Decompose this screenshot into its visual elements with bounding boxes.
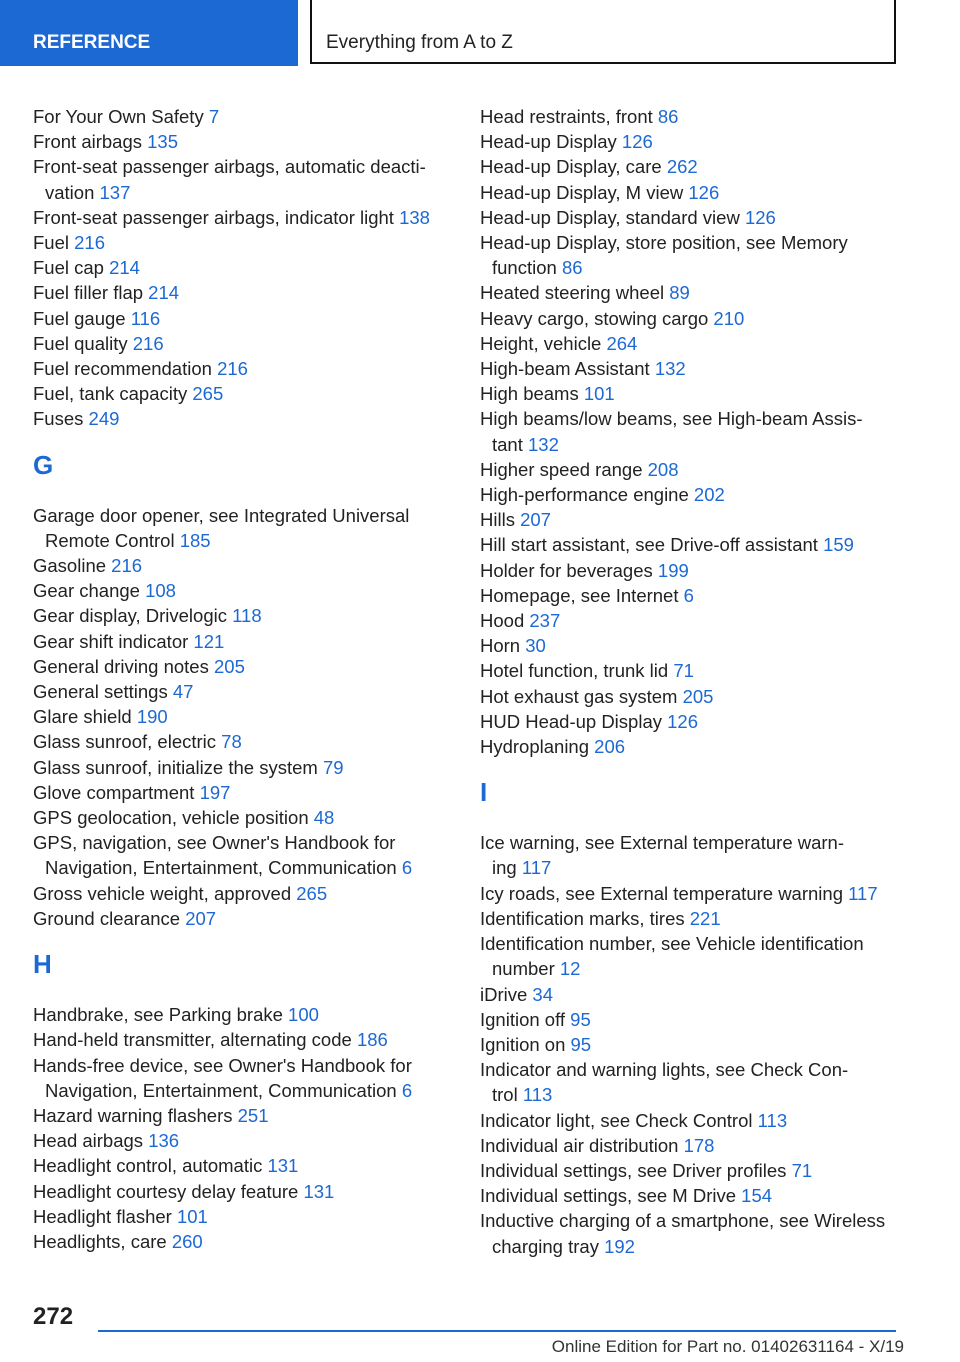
index-entry (33, 1027, 453, 1052)
page-reference-link[interactable]: 78 (221, 731, 242, 753)
index-entry-text: Ground clearance (33, 907, 181, 929)
index-entry (33, 1229, 453, 1254)
index-entry (33, 553, 453, 578)
index-entry (33, 578, 453, 603)
index-entry-text: Identification marks, tires (480, 907, 685, 929)
page-reference-link[interactable]: 6 (683, 584, 694, 606)
page-reference-link[interactable]: 207 (185, 907, 217, 929)
index-entry-text: High-beam Assistant (480, 358, 650, 380)
page-reference-link[interactable]: 131 (303, 1180, 335, 1202)
page-reference-link[interactable]: 30 (525, 635, 546, 657)
page-reference-link[interactable]: 207 (520, 509, 551, 531)
index-entry (33, 280, 453, 305)
index-entry-text: Gasoline (33, 555, 107, 577)
index-entry-text: Ice warning, see External temperature warn- (480, 832, 845, 854)
header-title: Everything from A to Z (310, 0, 896, 64)
index-entry (33, 1204, 453, 1229)
page-reference-link[interactable]: 214 (109, 257, 140, 279)
page-reference-link[interactable]: 117 (848, 882, 878, 904)
index-entry (480, 205, 900, 230)
page-reference-link[interactable]: 260 (171, 1230, 203, 1252)
page-reference-link[interactable]: 264 (606, 332, 638, 354)
index-entry-text: Head-up Display, standard view (480, 206, 740, 228)
index-entry (480, 306, 900, 331)
index-entry-text: Higher speed range (480, 458, 643, 480)
page-reference-link[interactable]: 132 (528, 433, 559, 455)
index-entry (480, 507, 900, 532)
index-entry (480, 881, 900, 906)
index-entry-text: Hazard warning flashers (33, 1104, 233, 1126)
index-entry-text: Front-seat passenger airbags, indicator light (33, 206, 394, 228)
index-entry-continuation: charging tray (492, 1235, 599, 1257)
index-entry (480, 558, 900, 583)
index-entry-text: Hand-held transmitter, alternating code (33, 1029, 352, 1051)
index-entry (33, 205, 453, 230)
index-entry (480, 129, 900, 154)
index-entry-text: Head-up Display (480, 131, 617, 153)
page-reference-link[interactable]: 7 (208, 106, 220, 127)
page-reference-link[interactable]: 126 (688, 181, 720, 203)
index-entry (480, 356, 900, 381)
page-reference-link[interactable]: 47 (172, 681, 194, 703)
index-entry (480, 633, 900, 658)
index-entry (480, 180, 900, 205)
index-entry (33, 104, 453, 129)
page-header (0, 0, 960, 66)
index-entry (480, 982, 900, 1007)
index-entry-continuation: number (492, 958, 555, 980)
index-entry (33, 755, 453, 780)
index-entry (33, 881, 453, 906)
page-reference-link[interactable]: 205 (682, 685, 714, 707)
index-entry (33, 805, 453, 830)
page-reference-link[interactable]: 185 (179, 529, 211, 551)
page-reference-link[interactable]: 6 (401, 857, 413, 879)
index-entry-text: Homepage, see Internet (480, 584, 679, 606)
index-entry-text: Hands-free device, see Owner's Handbook for (33, 1054, 412, 1076)
index-entry-text: Hot exhaust gas system (480, 685, 678, 707)
page-reference-link[interactable]: 205 (214, 655, 245, 677)
index-entry-text: Ignition on (480, 1033, 566, 1055)
index-entry-text: Glove compartment (33, 781, 195, 803)
index-entry-text: For Your Own Safety (33, 106, 204, 127)
page-reference-link[interactable]: 251 (237, 1104, 269, 1126)
index-entry-text: Individual air distribution (480, 1134, 679, 1156)
page-reference-link[interactable]: 192 (604, 1235, 635, 1257)
index-entry-text: Indicator and warning lights, see Check Con- (480, 1059, 849, 1081)
page-reference-link[interactable]: 186 (356, 1029, 388, 1051)
index-entry-text: Head-up Display, M view (480, 181, 684, 203)
index-entry-text: High beams (480, 383, 579, 405)
index-entry-text: iDrive (480, 983, 528, 1005)
index-entry-continuation: ing (492, 857, 517, 879)
index-entry-text: Gear display, Drivelogic (33, 605, 227, 627)
index-entry (480, 608, 900, 633)
index-entry (480, 1007, 900, 1032)
page-reference-link[interactable]: 138 (399, 206, 430, 228)
index-letter-heading: I (480, 777, 488, 808)
index-entry (480, 406, 900, 456)
index-entry (480, 331, 900, 356)
index-letter-heading: G (33, 449, 54, 480)
page-reference-link[interactable]: 118 (232, 605, 262, 627)
page-reference-link[interactable]: 216 (132, 332, 164, 354)
index-entry-text: HUD Head-up Display (480, 710, 662, 732)
index-entry-text: Gear shift indicator (33, 630, 189, 652)
page-reference-link[interactable]: 101 (583, 383, 615, 405)
index-entry-text: Individual settings, see Driver profiles (480, 1159, 787, 1181)
index-entry (33, 679, 453, 704)
page-reference-link[interactable]: 79 (322, 756, 344, 778)
index-entry-continuation: trol (492, 1084, 518, 1106)
index-entry-text: Fuel filler flap (33, 282, 144, 304)
index-entry (33, 381, 453, 406)
index-entry-text: Hydroplaning (480, 736, 590, 758)
index-entry-continuation: tant (492, 433, 523, 455)
index-entry-text: Fuel recommendation (33, 358, 212, 380)
index-entry (480, 906, 900, 931)
page-reference-link[interactable]: 137 (99, 181, 131, 203)
index-entry (33, 306, 453, 331)
index-entry-text: Glass sunroof, initialize the system (33, 756, 318, 778)
index-entry-text: Headlight flasher (33, 1205, 172, 1227)
index-entry-text: General settings (33, 681, 168, 703)
index-entry-text: Ignition off (480, 1008, 566, 1030)
index-entry-text: Glare shield (33, 706, 132, 728)
page-reference-link[interactable]: 210 (713, 307, 745, 329)
page-reference-link[interactable]: 113 (757, 1109, 788, 1131)
index-entry-text: Front-seat passenger airbags, automatic deacti- (33, 156, 426, 178)
index-entry (480, 457, 900, 482)
index-entry-continuation: Navigation, Entertainment, Communication (45, 857, 397, 879)
index-entry (33, 906, 453, 931)
index-entry (33, 503, 453, 553)
page-reference-link[interactable]: 214 (148, 282, 180, 304)
index-entry (33, 129, 453, 154)
index-entry-text: Icy roads, see External temperature warning (480, 882, 843, 904)
index-entry-text: Height, vehicle (480, 332, 602, 354)
index-entry (33, 1002, 453, 1027)
index-entry (33, 356, 453, 381)
index-entry (33, 1053, 453, 1103)
index-entry (480, 658, 900, 683)
page-reference-link[interactable]: 34 (532, 983, 553, 1005)
index-entry (480, 931, 900, 981)
index-entry (33, 830, 453, 880)
index-entry-text: GPS geolocation, vehicle position (33, 807, 309, 829)
page-reference-link[interactable]: 265 (296, 882, 328, 904)
page-reference-link[interactable]: 121 (193, 630, 225, 652)
index-column-left (33, 104, 453, 1254)
index-entry-continuation: function (492, 257, 557, 279)
page-reference-link[interactable]: 126 (667, 710, 698, 732)
page-reference-link[interactable]: 249 (88, 408, 120, 430)
index-entry (33, 603, 453, 628)
index-entry-text: Indicator light, see Check Control (480, 1109, 753, 1131)
index-entry (480, 1032, 900, 1057)
index-entry (480, 734, 900, 759)
page-reference-link[interactable]: 131 (267, 1155, 299, 1177)
index-entry-text: Garage door opener, see Integrated Universal (33, 504, 410, 526)
index-entry-text: High beams/low beams, see High-beam Assis- (480, 408, 863, 430)
index-entry-text: Heated steering wheel (480, 282, 665, 304)
index-entry-continuation: Navigation, Entertainment, Communication (45, 1079, 397, 1101)
footer-edition: Online Edition for Part no. 01402631164 - X/19 (551, 1337, 904, 1356)
index-entry-text: Fuel quality (33, 332, 128, 354)
page-reference-link[interactable]: 199 (657, 559, 689, 581)
index-entry (480, 1133, 900, 1158)
index-entry (33, 704, 453, 729)
index-entry (480, 381, 900, 406)
page-reference-link[interactable]: 132 (654, 358, 686, 380)
index-entry-text: Horn (480, 635, 521, 657)
index-entry (33, 255, 453, 280)
index-entry-text: Front airbags (33, 131, 142, 153)
page-reference-link[interactable]: 262 (666, 156, 698, 178)
index-entry (480, 830, 900, 880)
page-reference-link[interactable]: 154 (741, 1185, 773, 1207)
page-reference-link[interactable]: 216 (74, 232, 106, 254)
index-entry (33, 331, 453, 356)
index-entry-text: Fuel gauge (33, 307, 126, 329)
index-entry (33, 1179, 453, 1204)
index-entry-text: Glass sunroof, electric (33, 731, 217, 753)
index-entry (480, 1057, 900, 1107)
page-reference-link[interactable]: 100 (288, 1004, 319, 1026)
index-entry-text: Handbrake, see Parking brake (33, 1004, 283, 1026)
page-reference-link[interactable]: 178 (683, 1134, 715, 1156)
index-entry (33, 154, 453, 204)
page-reference-link[interactable]: 12 (559, 958, 581, 980)
footer-divider (98, 1330, 896, 1332)
index-entry (33, 654, 453, 679)
index-entry (480, 280, 900, 305)
index-entry (480, 709, 900, 734)
index-entry (480, 1183, 900, 1208)
page-reference-link[interactable]: 95 (570, 1033, 592, 1055)
page-reference-link[interactable]: 208 (647, 458, 679, 480)
page-reference-link[interactable]: 197 (199, 781, 231, 803)
index-entry (33, 629, 453, 654)
page-reference-link[interactable]: 71 (791, 1159, 813, 1181)
index-entry (480, 154, 900, 179)
index-entry-text: Headlights, care (33, 1230, 167, 1252)
index-entry-text: Inductive charging of a smartphone, see Wireless (480, 1210, 886, 1232)
index-entry (33, 729, 453, 754)
index-entry-text: Headlight control, automatic (33, 1155, 263, 1177)
index-entry-text: GPS, navigation, see Owner's Handbook for (33, 832, 396, 854)
page-reference-link[interactable]: 6 (401, 1079, 413, 1101)
page-reference-link[interactable]: 116 (130, 307, 161, 329)
index-entry-text: High-performance engine (480, 484, 689, 506)
page-number: 272 (33, 1303, 74, 1330)
page-reference-link[interactable]: 237 (529, 610, 561, 632)
page-reference-link[interactable]: 113 (522, 1084, 553, 1106)
index-entry (33, 406, 453, 431)
page-reference-link[interactable]: 108 (145, 580, 176, 602)
index-entry (480, 230, 900, 280)
page-reference-link[interactable]: 216 (217, 358, 248, 380)
page-reference-link[interactable]: 221 (689, 907, 721, 929)
page-reference-link[interactable]: 89 (669, 282, 690, 304)
index-entry-text: Hills (480, 509, 515, 531)
index-entry (33, 1153, 453, 1178)
index-entry-text: Head-up Display, care (480, 156, 662, 178)
index-letter-heading: H (33, 949, 52, 980)
index-entry-continuation: vation (45, 181, 95, 203)
page-reference-link[interactable]: 190 (136, 706, 168, 728)
index-entry (33, 780, 453, 805)
page-reference-link[interactable]: 95 (570, 1008, 591, 1030)
index-entry-text: Fuel, tank capacity (33, 383, 188, 405)
index-entry-text: Heavy cargo, stowing cargo (480, 307, 709, 329)
index-entry (33, 230, 453, 255)
page-reference-link[interactable]: 101 (176, 1205, 208, 1227)
index-entry (33, 1103, 453, 1128)
index-entry-text: Gross vehicle weight, approved (33, 882, 292, 904)
index-entry-text: Hotel function, trunk lid (480, 660, 669, 682)
index-entry (33, 1128, 453, 1153)
index-entry-text: Hood (480, 610, 525, 632)
index-entry (480, 1108, 900, 1133)
page-reference-link[interactable]: 48 (313, 807, 335, 829)
index-entry-text: Individual settings, see M Drive (480, 1185, 737, 1207)
index-entry-text: Fuses (33, 408, 84, 430)
index-column-right (480, 104, 900, 1259)
index-entry (480, 1158, 900, 1183)
page-reference-link[interactable]: 117 (521, 857, 552, 879)
index-entry (480, 684, 900, 709)
page-reference-link[interactable]: 86 (657, 106, 679, 127)
index-entry-text: Identification number, see Vehicle identification (480, 933, 864, 955)
index-entry-text: Head restraints, front (480, 106, 653, 127)
page-reference-link[interactable]: 136 (148, 1130, 180, 1152)
index-entry-text: Gear change (33, 580, 140, 602)
page-reference-link[interactable]: 126 (744, 206, 776, 228)
page-reference-link[interactable]: 159 (823, 534, 854, 556)
page-reference-link[interactable]: 86 (561, 257, 583, 279)
page-reference-link[interactable]: 206 (594, 736, 626, 758)
index-entry (480, 583, 900, 608)
index-entry-text: Fuel (33, 232, 69, 254)
index-entry-text: Headlight courtesy delay feature (33, 1180, 299, 1202)
page-reference-link[interactable]: 126 (621, 131, 653, 153)
page-reference-link[interactable]: 265 (192, 383, 224, 405)
section-tab: REFERENCE (0, 0, 298, 66)
index-entry-text: General driving notes (33, 655, 209, 677)
index-entry (480, 482, 900, 507)
index-entry (480, 1208, 900, 1258)
page-reference-link[interactable]: 202 (693, 484, 725, 506)
page-reference-link[interactable]: 216 (111, 555, 143, 577)
index-entry-text: Holder for beverages (480, 559, 653, 581)
page-reference-link[interactable]: 71 (673, 660, 694, 682)
index-entry-text: Hill start assistant, see Drive-off assistant (480, 534, 818, 556)
index-entry-text: Head airbags (33, 1130, 144, 1152)
index-entry (480, 532, 900, 557)
index-entry-text: Fuel cap (33, 257, 104, 279)
index-entry-continuation: Remote Control (45, 529, 175, 551)
index-entry-text: Head-up Display, store position, see Memory (480, 232, 848, 254)
index-entry (480, 104, 900, 129)
page-reference-link[interactable]: 135 (147, 131, 179, 153)
